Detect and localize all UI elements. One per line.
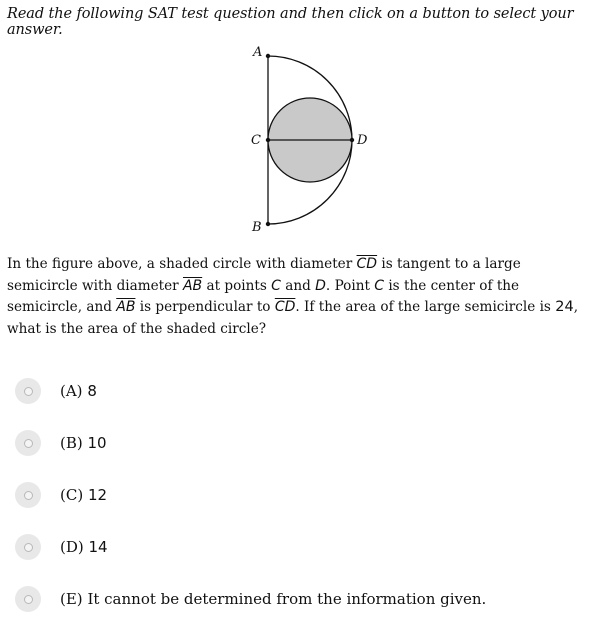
segment-ab: $\overline{AB}$ — [182, 277, 203, 294]
segment-cd: $\overline{CD}$ — [356, 256, 378, 272]
radio-button-a[interactable] — [15, 378, 41, 404]
choice-b[interactable] — [15, 428, 107, 458]
choice-e[interactable] — [15, 584, 486, 614]
area-value: 24 — [555, 299, 574, 315]
radio-circle-icon — [24, 491, 33, 500]
radio-circle-icon — [24, 595, 33, 604]
point-d-ref: D — [315, 277, 326, 294]
label-c: C — [251, 133, 261, 148]
radio-button-b[interactable] — [15, 430, 41, 456]
point-a — [266, 54, 270, 58]
radio-button-c[interactable] — [15, 482, 41, 508]
label-d: D — [357, 133, 368, 148]
label-b: B — [252, 220, 262, 235]
point-c-ref: C — [271, 277, 281, 294]
point-c-ref: C — [374, 277, 385, 294]
label-a: A — [253, 45, 263, 60]
radio-circle-icon — [24, 387, 33, 396]
radio-button-d[interactable] — [15, 534, 41, 560]
geometry-figure — [244, 40, 384, 236]
point-c — [266, 138, 270, 142]
choice-c-label: (C) 12 — [60, 486, 108, 504]
choice-a-label: (A) 8 — [60, 382, 97, 400]
choice-b-label: (B) 10 — [60, 434, 107, 452]
radio-circle-icon — [24, 439, 33, 448]
point-d — [350, 138, 354, 142]
choice-a[interactable] — [15, 376, 97, 406]
instruction-text: Read the following SAT test question and then click on a button to select your answer. — [7, 6, 574, 38]
choice-c[interactable] — [15, 480, 107, 510]
radio-button-e[interactable] — [15, 586, 41, 612]
choice-d-label: (D) 14 — [60, 538, 108, 556]
question-text: In the figure above, a shaded circle with diameter $\overline{CD}$ is tangent to a large semicircle with diameter $\overline{AB}$ at points C and D. Point C is the center of the semicircle, and $\overline{AB}$ is perpendicular to $\overline{CD}$. If the area of the large semicircle is 24, what is the area of the shaded circle? — [7, 256, 579, 337]
choice-d[interactable] — [15, 532, 108, 562]
segment-cd: $\overline{CD}$ — [274, 299, 296, 315]
radio-circle-icon — [24, 543, 33, 552]
choice-e-label: (E) It cannot be determined from the information given. — [60, 590, 487, 608]
point-b — [266, 222, 270, 226]
segment-ab: $\overline{AB}$ — [116, 299, 136, 315]
